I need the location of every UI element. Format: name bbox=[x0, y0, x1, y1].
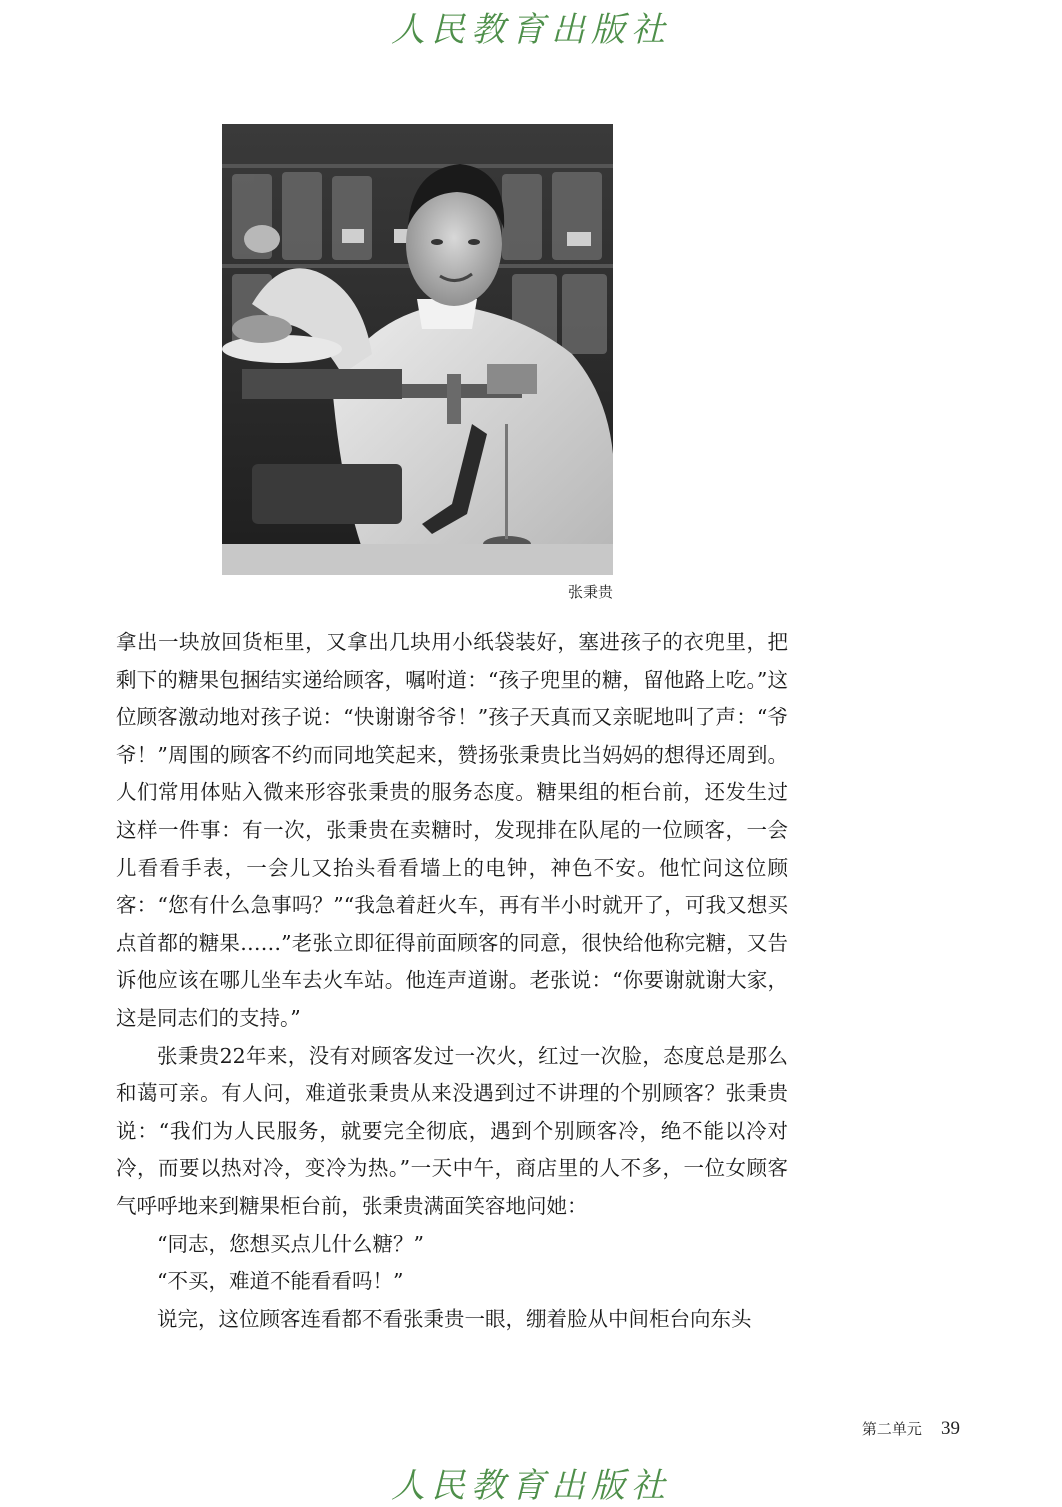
page-number: 39 bbox=[941, 1418, 960, 1439]
paragraph: 说完，这位顾客连看都不看张秉贵一眼，绷着脸从中间柜台向东头 bbox=[157, 1306, 752, 1331]
unit-label: 第二单元 bbox=[861, 1420, 922, 1438]
paragraph: 拿出一块放回货柜里，又拿出几块用小纸袋装好，塞进孩子的衣兜里，把剩下的糖果包捆结实递给顾客，嘱咐道：“孩子兜里的糖，留他路上吃。”这位顾客激动地对孩子说：“快谢谢爷爷！”孩子天真而又亲昵地叫了声：“爷爷！”周围的顾客不约而同地笑起来，赞扬张秉贵比当妈妈的想得还周到。人们常用体贴入微来形容张秉贵的服务态度。糖果组的柜台前，还发生过这样一件事：有一次，张秉贵在卖糖时，发现排在队尾的一位顾客，一会儿看看手表，一会儿又抬头看看墙上的电钟，神色不安。他忙问这位顾客：“您有什么急事吗？”“我急着赶火车，再有半小时就开了，可我又想买点首都的糖果……”老张立即征得前面顾客的同意，很快给他称完糖，又告诉他应该在哪儿坐车去火车站。他连声道谢。老张说：“你要谢就谢大家，这是同志们的支持。” bbox=[116, 630, 788, 1030]
clerk-photo bbox=[222, 124, 613, 575]
publisher-logo-top: 人民教育出版社 bbox=[391, 10, 671, 50]
paragraph: 张秉贵22年来，没有对顾客发过一次火，红过一次脸，态度总是那么和蔼可亲。有人问，难道张秉贵从来没遇到过不讲理的个别顾客？张秉贵说：“我们为人民服务，就要完全彻底，遇到个别顾客冷，绝不能以冷对冷，而要以热对冷，变冷为热。”一天中午，商店里的人不多，一位女顾客气呼呼地来到糖果柜台前，张秉贵满面笑容地问她： bbox=[116, 1043, 788, 1218]
dialogue-line: “不买，难道不能看看吗！” bbox=[157, 1269, 404, 1294]
photo-caption: 张秉贵 bbox=[567, 583, 613, 601]
page-footer bbox=[780, 1418, 960, 1440]
photo-illustration bbox=[222, 124, 613, 575]
article-body bbox=[116, 624, 788, 1338]
publisher-logo-bottom: 人民教育出版社 bbox=[391, 1466, 671, 1506]
dialogue-line: “同志，您想买点儿什么糖？” bbox=[157, 1231, 424, 1256]
